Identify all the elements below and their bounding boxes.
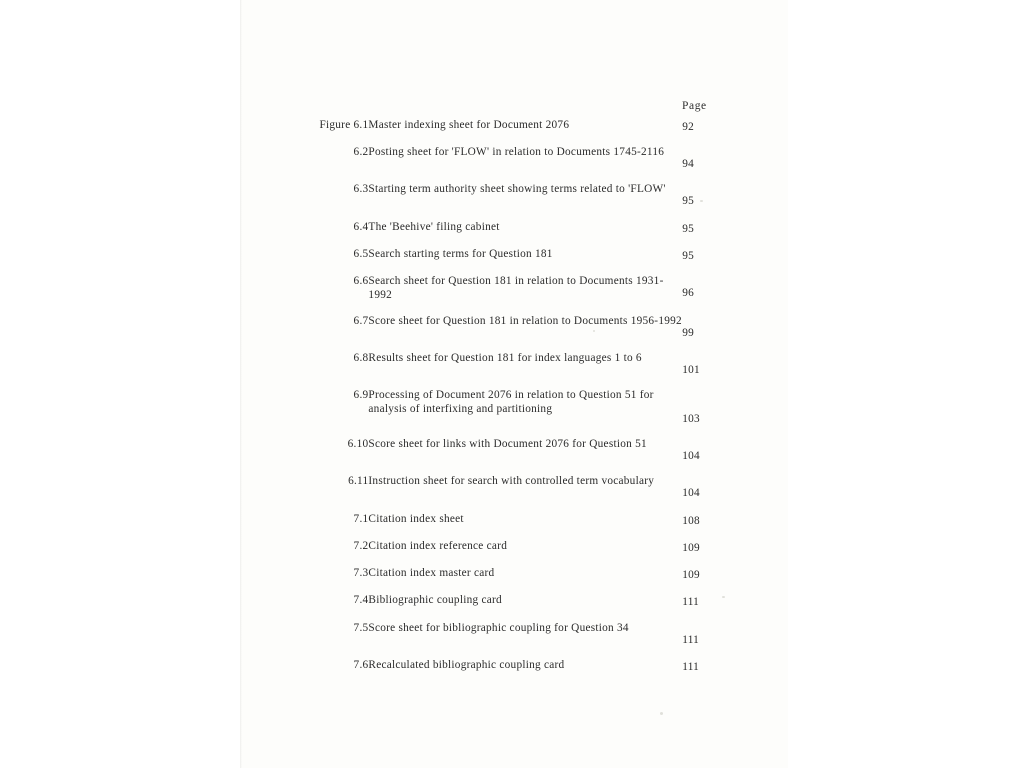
figure-number: 6.4 xyxy=(353,220,369,233)
figure-page-number xyxy=(682,274,745,313)
figure-page-number xyxy=(682,658,745,685)
figure-page-number xyxy=(682,593,745,620)
figure-number: 7.1 xyxy=(353,512,369,525)
figure-list-row xyxy=(245,658,745,685)
figure-caption: Master indexing sheet for Document 2076 xyxy=(368,119,570,131)
figure-number: Figure 6.1 xyxy=(319,119,369,131)
page-number-value: 104 xyxy=(682,487,700,500)
figure-list-row xyxy=(245,474,745,511)
page-number-value: 109 xyxy=(682,569,700,582)
figure-page-number xyxy=(682,145,745,182)
figure-page-number xyxy=(682,539,745,566)
figure-number: 6.10 xyxy=(347,438,369,451)
figure-page-number xyxy=(682,247,745,274)
figure-list-row xyxy=(245,566,745,593)
figure-list-row xyxy=(245,274,745,313)
figure-list-row xyxy=(245,593,745,620)
figure-page-number xyxy=(682,388,745,437)
figure-caption: Citation index master card xyxy=(368,567,495,580)
page-number-value: 108 xyxy=(682,514,700,527)
figure-caption: Citation index reference card xyxy=(368,539,508,552)
figure-number: 7.6 xyxy=(353,658,369,671)
figure-number: 7.2 xyxy=(353,539,369,552)
page-number-value: 104 xyxy=(682,450,700,463)
figure-caption: Processing of Document 2076 in relation to Question 51 for analysis of interfixing and partitioning xyxy=(368,388,654,416)
figure-list-row xyxy=(245,145,745,182)
page-number-value: 95 xyxy=(682,249,695,262)
page-number-value: 111 xyxy=(682,660,700,673)
page-number-value: 111 xyxy=(682,633,700,646)
figure-caption: The 'Beehive' filing cabinet xyxy=(368,220,500,233)
figure-number: 6.9 xyxy=(353,388,369,401)
figure-caption: Results sheet for Question 181 for index languages 1 to 6 xyxy=(368,351,642,364)
figure-list-row xyxy=(245,118,745,145)
figure-list-row xyxy=(245,247,745,274)
page-column-header: Page xyxy=(682,100,707,112)
figure-page-number xyxy=(682,437,745,474)
figure-list-row xyxy=(245,351,745,388)
figure-number: 6.3 xyxy=(353,183,369,196)
figure-number: 6.6 xyxy=(353,275,369,288)
figure-list-row xyxy=(245,512,745,539)
figure-number: 6.5 xyxy=(353,247,369,260)
figure-caption: Search starting terms for Question 181 xyxy=(368,247,553,260)
figure-caption: Instruction sheet for search with controlled term vocabulary xyxy=(368,475,655,488)
page-number-value: 95 xyxy=(682,195,695,208)
figure-caption: Search sheet for Question 181 in relation to Documents 1931-1992 xyxy=(368,275,664,302)
figure-caption: Score sheet for Question 181 in relation to Documents 1956-1992 xyxy=(368,314,682,327)
figure-list-row xyxy=(245,314,745,351)
figure-caption: Bibliographic coupling card xyxy=(368,594,502,607)
figure-page-number xyxy=(682,351,745,388)
figure-number: 6.2 xyxy=(353,146,369,159)
figure-page-number xyxy=(682,182,745,219)
figure-caption: Posting sheet for 'FLOW' in relation to Documents 1745-2116 xyxy=(368,146,665,159)
page-number-value: 101 xyxy=(682,363,700,376)
figure-list-row xyxy=(245,621,745,658)
figure-caption: Score sheet for bibliographic coupling for Question 34 xyxy=(368,621,629,634)
page-number-value: 96 xyxy=(682,287,695,300)
figure-page-number xyxy=(682,314,745,351)
figure-page-number xyxy=(682,621,745,658)
figure-caption: Starting term authority sheet showing terms related to 'FLOW' xyxy=(368,183,666,196)
page-number-value: 109 xyxy=(682,541,700,554)
page-number-value: 94 xyxy=(682,158,695,171)
figure-caption: Recalculated bibliographic coupling card xyxy=(368,658,565,671)
figure-caption: Citation index sheet xyxy=(368,512,464,525)
figure-list-table xyxy=(245,118,745,685)
figure-page-number xyxy=(682,512,745,539)
figure-number: 7.3 xyxy=(353,567,369,580)
figure-number: 6.11 xyxy=(348,475,369,488)
page-number-value: 95 xyxy=(682,222,695,235)
figure-list-row xyxy=(245,388,745,437)
figure-caption: Score sheet for links with Document 2076 for Question 51 xyxy=(368,438,647,451)
page-number-value: 92 xyxy=(682,121,695,133)
figure-page-number xyxy=(682,474,745,511)
figure-page-number xyxy=(682,220,745,247)
page-number-value: 111 xyxy=(682,596,700,609)
figure-number: 7.5 xyxy=(353,621,369,634)
figure-number: 6.7 xyxy=(353,314,369,327)
figure-list-row xyxy=(245,539,745,566)
figure-number: 7.4 xyxy=(353,594,369,607)
figure-page-number xyxy=(682,566,745,593)
page-number-value: 103 xyxy=(682,412,700,425)
figure-list-row xyxy=(245,437,745,474)
page-number-value: 99 xyxy=(682,326,695,339)
figure-page-number xyxy=(682,118,745,145)
figure-list-row xyxy=(245,182,745,219)
figure-list-row xyxy=(245,220,745,247)
figure-number: 6.8 xyxy=(353,351,369,364)
page-content xyxy=(245,0,785,768)
